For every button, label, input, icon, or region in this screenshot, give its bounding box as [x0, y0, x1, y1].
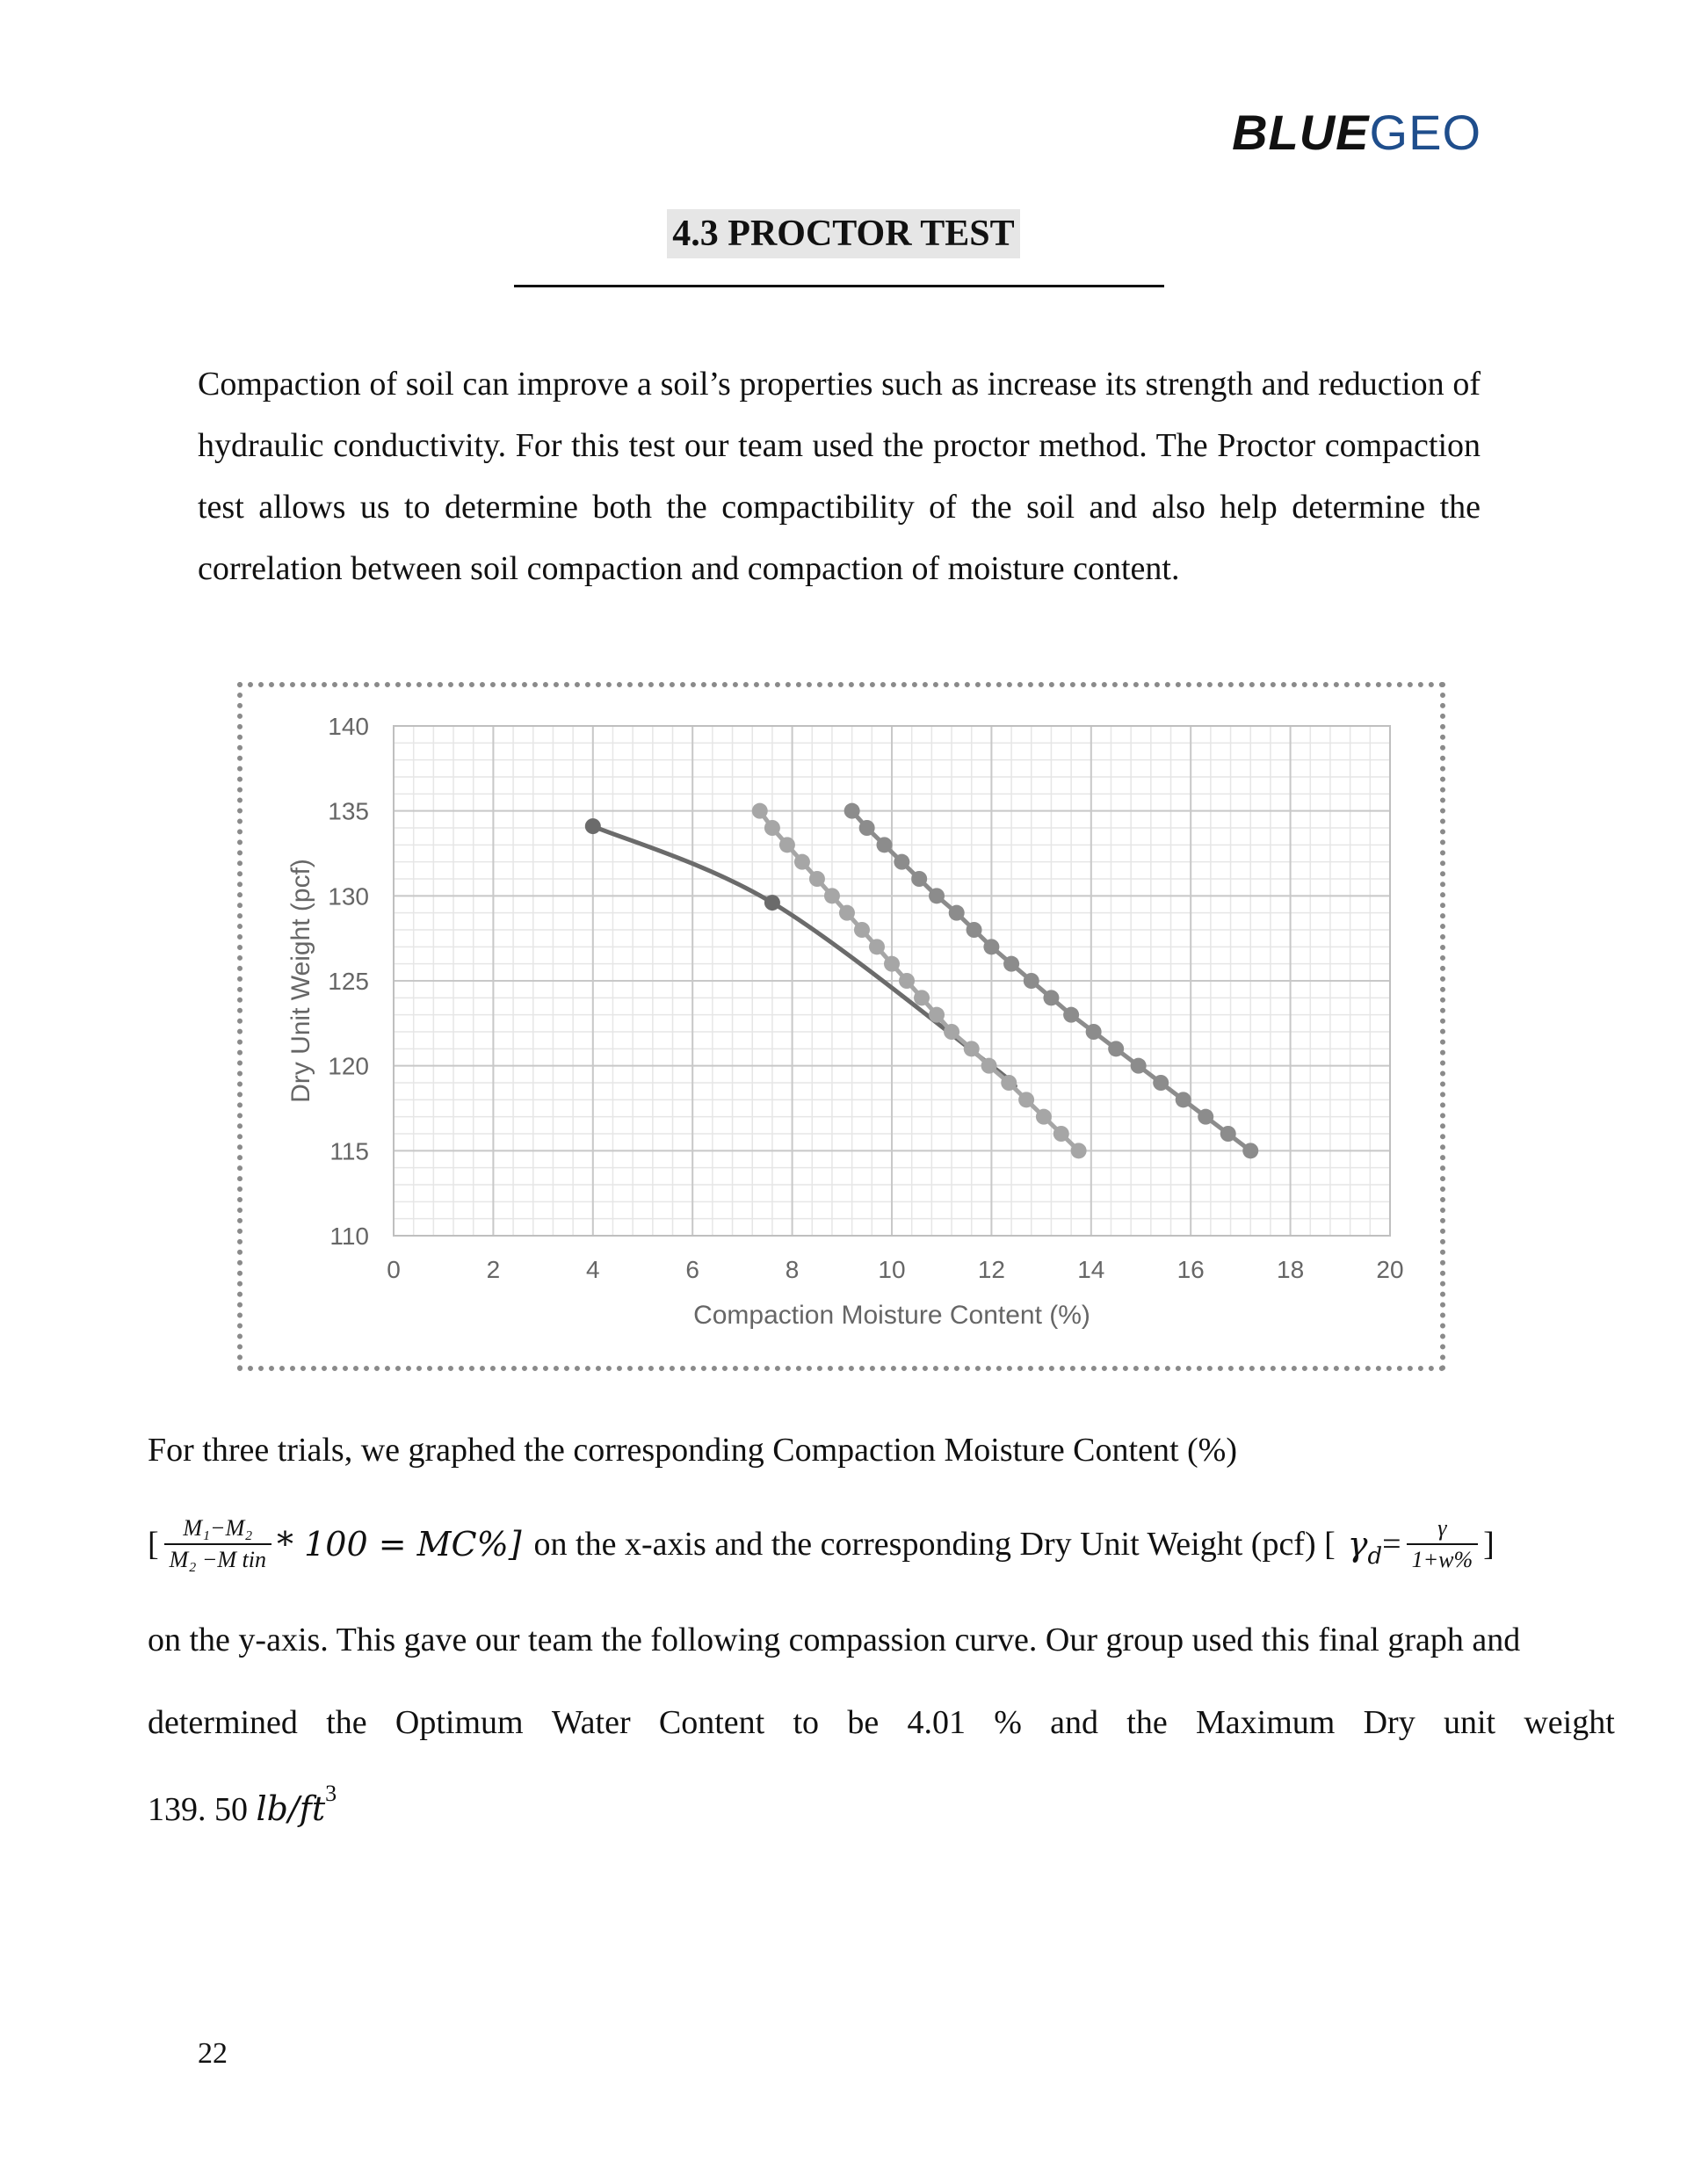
data-point [794, 854, 810, 870]
section-title-text: 4.3 PROCTOR TEST [667, 209, 1019, 258]
data-point [1024, 973, 1039, 989]
data-point [859, 820, 875, 836]
x-tick-label: 0 [387, 1256, 401, 1283]
y-tick-label: 130 [328, 882, 369, 911]
data-point [1242, 1143, 1258, 1158]
data-point [779, 837, 795, 853]
x-tick-label: 4 [586, 1256, 600, 1283]
bracket-close: ] [1483, 1526, 1495, 1563]
x-tick-label: 10 [878, 1256, 906, 1283]
bracket-open: [ [148, 1526, 159, 1563]
line-4-word: 4.01 [907, 1704, 966, 1741]
line-4-word: Maximum [1196, 1704, 1336, 1741]
line-4-word: % [994, 1704, 1022, 1741]
x-tick-label: 12 [977, 1256, 1005, 1283]
data-point [899, 973, 915, 989]
line-4-word: Optimum [395, 1704, 524, 1741]
y-axis-title: Dry Unit Weight (pcf) [286, 859, 315, 1103]
logo-light-text: GEO [1369, 105, 1481, 160]
y-tick-label: 110 [329, 1223, 369, 1250]
x-axis-title: Compaction Moisture Content (%) [693, 1301, 1090, 1330]
data-point [1036, 1109, 1052, 1125]
data-point [1053, 1126, 1069, 1142]
x-tick-label: 14 [1077, 1256, 1105, 1283]
data-point [1198, 1109, 1213, 1125]
company-logo [1232, 104, 1481, 161]
data-point [1153, 1075, 1169, 1091]
data-point [1001, 1075, 1017, 1091]
y-tick-label: 135 [328, 797, 369, 825]
y-tick-label: 125 [328, 968, 369, 995]
data-point [876, 837, 892, 853]
data-point [585, 818, 601, 834]
result-exponent: 3 [325, 1781, 337, 1806]
section-title [0, 209, 1687, 258]
data-point [844, 803, 860, 819]
line-4-word: Water [551, 1704, 631, 1741]
line-4-word: be [847, 1704, 880, 1741]
line-4-word: Dry [1363, 1704, 1415, 1741]
x-tick-label: 16 [1177, 1256, 1205, 1283]
data-point [967, 922, 982, 938]
gamma-d-symbol: γ [1347, 1525, 1368, 1564]
line-4-word: the [326, 1704, 367, 1741]
body-line-2-formulas [148, 1515, 1615, 1573]
y-tick-label: 140 [328, 713, 369, 740]
line-4-word: unit [1443, 1704, 1496, 1741]
x-tick-label: 2 [486, 1256, 501, 1283]
data-point [1003, 956, 1019, 972]
body-line-1: For three trials, we graphed the corresponding Compaction Moisture Content (%) [148, 1432, 1237, 1469]
data-point [911, 871, 927, 887]
data-point [949, 905, 965, 921]
proctor-chart [243, 687, 1440, 1366]
data-point [869, 939, 885, 954]
data-point [1063, 1007, 1079, 1023]
y-tick-label: 120 [328, 1052, 369, 1080]
data-point [1220, 1126, 1236, 1142]
chart-frame [237, 682, 1445, 1371]
gamma-denominator: 1+w% [1407, 1543, 1479, 1573]
data-point [1043, 990, 1059, 1005]
data-point [983, 939, 999, 954]
data-point [752, 803, 768, 819]
data-point [1108, 1041, 1124, 1056]
data-point [809, 871, 825, 887]
line-4-word: and [1050, 1704, 1099, 1741]
equals-sign: = [1382, 1526, 1401, 1563]
data-point [944, 1024, 959, 1040]
data-point [894, 854, 909, 870]
data-point [1086, 1024, 1102, 1040]
x-tick-label: 18 [1277, 1256, 1305, 1283]
max-dry-unit-weight-result [148, 1781, 337, 1829]
data-point [929, 888, 945, 903]
gamma-d-subscript: d [1367, 1543, 1383, 1570]
gamma-numerator: γ [1437, 1515, 1447, 1541]
page-number: 22 [198, 2037, 228, 2070]
data-point [981, 1058, 997, 1074]
mc-numerator: M₁−M₂ [183, 1515, 253, 1541]
data-point [1018, 1092, 1034, 1107]
data-point [1071, 1143, 1087, 1158]
line-4-word: determined [148, 1704, 298, 1741]
x-tick-label: 6 [685, 1256, 699, 1283]
body-line-3: on the y-axis. This gave our team the following compassion curve. Our group used this final graph and [148, 1622, 1521, 1658]
body-line-4-words [148, 1703, 1615, 1742]
data-point [854, 922, 870, 938]
data-point [1131, 1058, 1147, 1074]
x-tick-label: 20 [1376, 1256, 1404, 1283]
data-point [914, 990, 930, 1005]
mc-formula-rest: * 100 = MC%] [277, 1525, 522, 1564]
line-4-word: weight [1524, 1704, 1615, 1741]
logo-bold-text: BLUE [1232, 105, 1370, 160]
data-point [884, 956, 900, 972]
moisture-content-fraction [164, 1515, 272, 1573]
line-4-word: the [1126, 1704, 1168, 1741]
line-4-word: to [793, 1704, 820, 1741]
mc-denominator: M₂ −M tin [164, 1543, 272, 1573]
x-tick-label: 8 [785, 1256, 800, 1283]
data-point [964, 1041, 980, 1056]
line-4-word: Content [658, 1704, 765, 1741]
data-point [824, 888, 840, 903]
title-underline [514, 285, 1164, 287]
data-point [839, 905, 855, 921]
body-line-4 [148, 1703, 1615, 1742]
data-point [1176, 1092, 1191, 1107]
y-tick-label: 115 [329, 1137, 369, 1165]
data-point [764, 820, 780, 836]
mid-text: on the x-axis and the corresponding Dry Unit Weight (pcf) [ [533, 1526, 1336, 1563]
data-point [929, 1007, 945, 1023]
result-unit: lb/ft [256, 1789, 326, 1828]
intro-paragraph: Compaction of soil can improve a soil’s properties such as increase its strength and reduction of hydraulic conductivity. For this test our team used the proctor method. The Proctor compaction test allows us to determine both the compactibility of the soil and also help determine the correlation between soil compaction and compaction of moisture content. [198, 366, 1481, 587]
result-value: 139. 50 [148, 1791, 248, 1828]
dry-unit-weight-fraction [1407, 1515, 1479, 1573]
data-point [764, 895, 780, 911]
